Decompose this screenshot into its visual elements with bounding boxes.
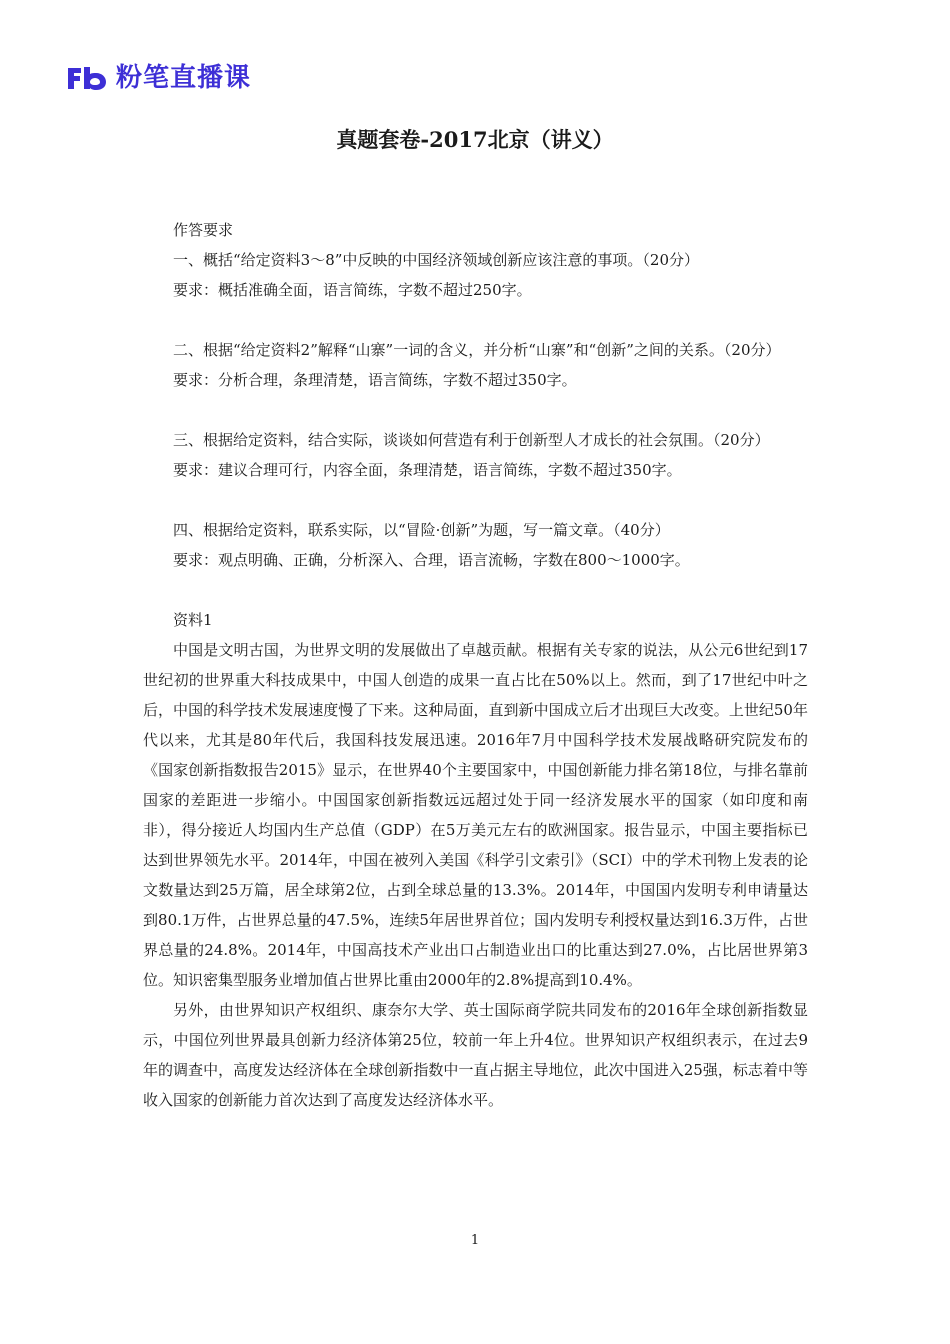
spacer	[143, 575, 808, 605]
question-2: 二、根据“给定资料2”解释“山寨”一词的含义，并分析“山寨”和“创新”之间的关系。（20分）	[173, 341, 781, 359]
fb-logo-icon	[66, 65, 110, 91]
requirement-2: 要求：分析合理，条理清楚，语言简练，字数不超过350字。	[173, 371, 577, 389]
logo-text: 粉笔直播课	[116, 63, 252, 93]
requirement-1: 要求：概括准确全面，语言简练，字数不超过250字。	[173, 281, 532, 299]
question-1: 一、概括“给定资料3～8”中反映的中国经济领域创新应该注意的事项。（20分）	[173, 251, 700, 269]
question-4: 四、根据给定资料，联系实际，以“冒险·创新”为题，写一篇文章。（40分）	[173, 521, 670, 539]
question-3: 三、根据给定资料，结合实际，谈谈如何营造有利于创新型人才成长的社会氛围。（20分）	[173, 431, 770, 449]
page-number: 1	[470, 1233, 480, 1248]
material-heading: 资料1	[173, 611, 213, 629]
document-body	[143, 215, 808, 1115]
brand-logo	[66, 58, 251, 98]
requirement-3: 要求：建议合理可行，内容全面，条理清楚，语言简练，字数不超过350字。	[173, 461, 682, 479]
spacer	[143, 485, 808, 515]
spacer	[143, 305, 808, 335]
requirement-4: 要求：观点明确、正确，分析深入、合理，语言流畅，字数在800～1000字。	[173, 551, 690, 569]
document-title: 真题套卷-2017北京（讲义）	[336, 127, 614, 152]
spacer	[143, 395, 808, 425]
material-paragraph-1: 中国是文明古国，为世界文明的发展做出了卓越贡献。根据有关专家的说法，从公元6世纪到17世纪初的世界重大科技成果中，中国人创造的成果一直占比在50%以上。然而，到了17世纪中叶之后，中国的科学技术发展速度慢了下来。这种局面，直到新中国成立后才出现巨大改变。上世纪50年代以来，尤其是80年代后，我国科技发展迅速。2016年7月中国科学技术发展战略研究院发布的《国家创新指数报告2015》显示，在世界40个主要国家中，中国创新能力排名第18位，与排名靠前国家的差距进一步缩小。中国国家创新指数远远超过处于同一经济发展水平的国家（如印度和南非），得分接近人均国内生产总值（GDP）在5万美元左右的欧洲国家。报告显示，中国主要指标已达到世界领先水平。2014年，中国在被列入美国《科学引文索引》（SCI）中的学术刊物上发表的论文数量达到25万篇，居全球第2位，占到全球总量的13.3%。2014年，中国国内发明专利申请量达到80.1万件，占世界总量的47.5%，连续5年居世界首位；国内发明专利授权量达到16.3万件，占世界总量的24.8%。2014年，中国高技术产业出口占制造业出口的比重达到27.0%，占比居世界第3位。知识密集型服务业增加值占世界比重由2000年的2.8%提高到10.4%。	[143, 641, 808, 989]
requirements-heading: 作答要求	[173, 221, 234, 239]
material-paragraph-2: 另外，由世界知识产权组织、康奈尔大学、英士国际商学院共同发布的2016年全球创新指数显示，中国位列世界最具创新力经济体第25位，较前一年上升4位。世界知识产权组织表示，在过去9年的调查中，高度发达经济体在全球创新指数中一直占据主导地位，此次中国进入25强，标志着中等收入国家的创新能力首次达到了高度发达经济体水平。	[143, 1001, 808, 1109]
